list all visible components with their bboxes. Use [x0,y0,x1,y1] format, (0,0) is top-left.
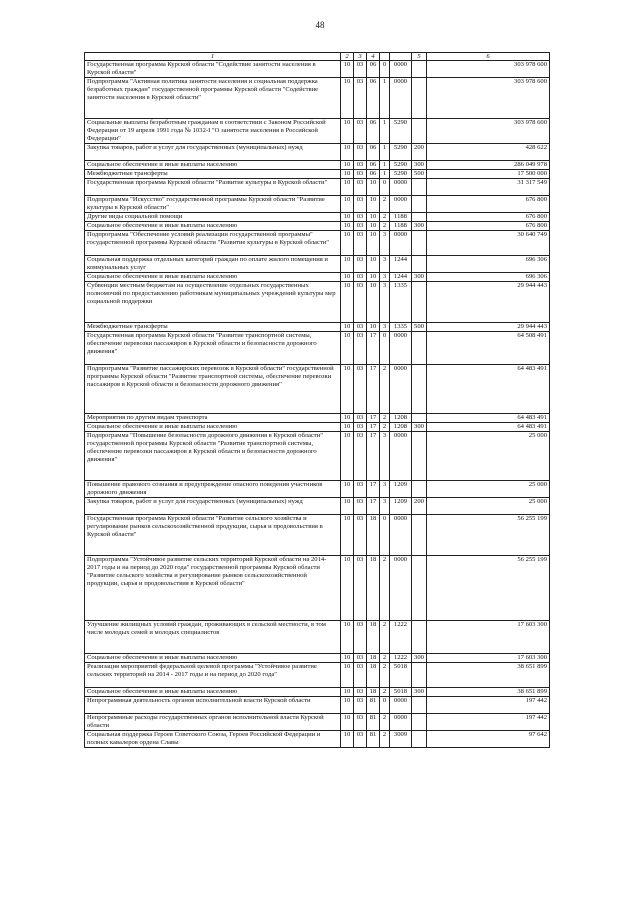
row-name: Подпрограмма "Искусство" государственной программы Курской области "Развитие культуры в Курской области" [85,196,341,213]
amount: 197 442 [427,714,550,731]
section-code: 10 [341,654,354,663]
expense-type-code: 300 [412,161,427,170]
direction-code: 1222 [390,654,412,663]
expense-type-code: 300 [412,423,427,432]
program-code: 10 [367,282,380,323]
row-name: Социальная поддержка отдельных категорий граждан по оплате жилого помещения и коммунальных услуг [85,256,341,273]
expense-type-code [412,414,427,423]
direction-code: 1244 [390,256,412,273]
row-name: Субвенции местным бюджетам на осуществление отдельных государственных полномочий по предоставлению работникам муниципальных учреждений культуры мер социальной поддержки [85,282,341,323]
table-row [85,714,550,731]
subprogram-code: 2 [380,414,390,423]
subprogram-code: 0 [380,697,390,714]
expense-type-code [412,556,427,621]
row-name: Подпрограмма "Повышение безопасности дорожного движения в Курской области" государственной программы Курской области "Развитие транспортной системы, обеспечение перевозки пассажиров в Курской области и безопасности дорожного движения" [85,432,341,481]
amount: 17 603 300 [427,621,550,654]
section-code: 10 [341,119,354,144]
direction-code: 0000 [390,556,412,621]
subprogram-code: 2 [380,663,390,688]
amount: 56 255 199 [427,515,550,556]
expense-type-code [412,515,427,556]
subsection-code: 03 [354,556,367,621]
table-row [85,222,550,231]
row-name: Социальное обеспечение и иные выплаты населению [85,423,341,432]
row-name: Межбюджетные трансферты [85,170,341,179]
subsection-code: 03 [354,498,367,515]
row-name: Улучшение жилищных условий граждан, проживающих в сельской местности, в том числе молодых семей и молодых специалистов [85,621,341,654]
table-row [85,515,550,556]
table-row [85,365,550,414]
column-header-1: 1 [85,53,341,61]
section-code: 10 [341,714,354,731]
table-header-row [85,53,550,61]
amount: 64 483 491 [427,414,550,423]
section-code: 10 [341,61,354,78]
direction-code: 0000 [390,179,412,196]
amount: 303 978 600 [427,78,550,119]
amount: 29 944 443 [427,323,550,332]
amount: 25 000 [427,481,550,498]
column-header-4: 4 [367,53,380,61]
section-code: 10 [341,697,354,714]
section-code: 10 [341,222,354,231]
row-name: Государственная программа Курской области "Развитие транспортной системы, обеспечение перевозки пассажиров в Курской области и безопасности дорожного движения" [85,332,341,365]
subprogram-code: 1 [380,119,390,144]
subsection-code: 03 [354,481,367,498]
row-name: Межбюджетные трансферты [85,323,341,332]
expense-type-code [412,119,427,144]
direction-code: 0000 [390,78,412,119]
direction-code: 0000 [390,365,412,414]
expense-type-code [412,78,427,119]
subsection-code: 03 [354,697,367,714]
table-row [85,196,550,213]
program-code: 06 [367,170,380,179]
direction-code: 1222 [390,621,412,654]
expense-type-code: 500 [412,323,427,332]
program-code: 18 [367,688,380,697]
section-code: 10 [341,323,354,332]
row-name: Государственная программа Курской области "Содействие занятости населения в Курской области" [85,61,341,78]
table-row [85,432,550,481]
table-body [85,61,550,748]
row-name: Непрограммные расходы государственных органов исполнительной власти Курской области [85,714,341,731]
subprogram-code: 2 [380,423,390,432]
subprogram-code: 2 [380,688,390,697]
program-code: 17 [367,432,380,481]
amount: 286 049 978 [427,161,550,170]
row-name: Реализация мероприятий федеральной целевой программы "Устойчивое развитие сельских территорий на 2014 - 2017 годы и на период до 2020 года" [85,663,341,688]
program-code: 81 [367,731,380,748]
section-code: 10 [341,498,354,515]
subsection-code: 03 [354,621,367,654]
table-row [85,414,550,423]
page-number: 48 [315,20,325,30]
program-code: 10 [367,213,380,222]
subsection-code: 03 [354,714,367,731]
direction-code: 0000 [390,196,412,213]
row-name: Закупка товаров, работ и услуг для государственных (муниципальных) нужд [85,498,341,515]
subprogram-code: 3 [380,273,390,282]
subsection-code: 03 [354,731,367,748]
direction-code: 5018 [390,688,412,697]
expense-type-code [412,196,427,213]
table-row [85,332,550,365]
direction-code: 0000 [390,61,412,78]
amount: 38 651 899 [427,688,550,697]
direction-code: 1209 [390,481,412,498]
amount: 676 800 [427,196,550,213]
row-name: Подпрограмма "Обеспечение условий реализации государственной программы" государственной программы Курской области "Развитие культуры в Курской области" [85,231,341,256]
subsection-code: 03 [354,273,367,282]
section-code: 10 [341,414,354,423]
subsection-code: 03 [354,119,367,144]
amount: 31 317 549 [427,179,550,196]
subsection-code: 03 [354,231,367,256]
program-code: 06 [367,61,380,78]
table-row [85,231,550,256]
direction-code: 5290 [390,170,412,179]
direction-code: 5290 [390,144,412,161]
table-row [85,498,550,515]
table-row [85,170,550,179]
expense-type-code: 200 [412,144,427,161]
subprogram-code: 1 [380,78,390,119]
amount: 38 651 899 [427,663,550,688]
subprogram-code: 3 [380,323,390,332]
row-name: Подпрограмма "Активная политика занятости населения и социальная поддержка безработных граждан" государственной программы Курской области "Содействие занятости населения в Курской области" [85,78,341,119]
direction-code: 1188 [390,222,412,231]
direction-code: 1335 [390,323,412,332]
subprogram-code: 2 [380,731,390,748]
subsection-code: 03 [354,170,367,179]
subsection-code: 03 [354,654,367,663]
section-code: 10 [341,423,354,432]
row-name: Социальная поддержка Героев Советского Союза, Героев Российской Федерации и полных кавалеров ордена Славы [85,731,341,748]
subprogram-code: 2 [380,714,390,731]
subsection-code: 03 [354,688,367,697]
direction-code: 3009 [390,731,412,748]
section-code: 10 [341,332,354,365]
amount: 64 483 491 [427,423,550,432]
program-code: 17 [367,332,380,365]
row-name: Мероприятия по другим видам транспорта [85,414,341,423]
direction-code: 5290 [390,119,412,144]
table-row [85,119,550,144]
table-row [85,688,550,697]
direction-code: 0000 [390,432,412,481]
row-name: Социальное обеспечение и иные выплаты населению [85,654,341,663]
program-code: 17 [367,423,380,432]
column-header-6 [390,53,412,61]
direction-code: 5290 [390,161,412,170]
section-code: 10 [341,179,354,196]
section-code: 10 [341,515,354,556]
table-row [85,654,550,663]
expense-type-code [412,365,427,414]
direction-code: 0000 [390,515,412,556]
table-row [85,282,550,323]
table-row [85,621,550,654]
program-code: 18 [367,621,380,654]
section-code: 10 [341,663,354,688]
amount: 428 622 [427,144,550,161]
direction-code: 1209 [390,498,412,515]
subsection-code: 03 [354,213,367,222]
expense-type-code: 500 [412,170,427,179]
row-name: Социальное обеспечение и иные выплаты населению [85,273,341,282]
subprogram-code: 1 [380,161,390,170]
subsection-code: 03 [354,144,367,161]
row-name: Социальные выплаты безработным гражданам в соответствии с Законом Российской Федерации от 19 апреля 1991 года № 1032-I "О занятости населения в Российской Федерации" [85,119,341,144]
row-name: Государственная программа Курской области "Развитие сельского хозяйства и регулирование рынков сельскохозяйственной продукции, сырья и продовольствия в Курской области" [85,515,341,556]
amount: 303 978 600 [427,119,550,144]
subsection-code: 03 [354,61,367,78]
subprogram-code: 2 [380,365,390,414]
subprogram-code: 2 [380,556,390,621]
subprogram-code: 2 [380,213,390,222]
subprogram-code: 0 [380,61,390,78]
expense-type-code [412,61,427,78]
program-code: 10 [367,273,380,282]
table-row [85,323,550,332]
table-row [85,144,550,161]
subsection-code: 03 [354,332,367,365]
table-row [85,256,550,273]
row-name: Повышение правового сознания и предупреждение опасного поведения участников дорожного движения [85,481,341,498]
section-code: 10 [341,196,354,213]
section-code: 10 [341,170,354,179]
table-row [85,556,550,621]
section-code: 10 [341,78,354,119]
expense-type-code: 200 [412,498,427,515]
expense-type-code [412,213,427,222]
program-code: 10 [367,256,380,273]
subprogram-code: 3 [380,498,390,515]
expense-type-code [412,697,427,714]
subsection-code: 03 [354,432,367,481]
expense-type-code [412,256,427,273]
direction-code: 1208 [390,414,412,423]
direction-code: 1208 [390,423,412,432]
subsection-code: 03 [354,161,367,170]
amount: 64 483 491 [427,365,550,414]
column-header-7: 5 [412,53,427,61]
expense-type-code [412,481,427,498]
section-code: 10 [341,556,354,621]
section-code: 10 [341,256,354,273]
expense-type-code [412,714,427,731]
subsection-code: 03 [354,222,367,231]
program-code: 06 [367,78,380,119]
subprogram-code: 0 [380,332,390,365]
amount: 676 800 [427,213,550,222]
subprogram-code: 2 [380,222,390,231]
row-name: Социальное обеспечение и иные выплаты населению [85,688,341,697]
subprogram-code: 3 [380,231,390,256]
amount: 56 255 199 [427,556,550,621]
amount: 17 500 000 [427,170,550,179]
subprogram-code: 2 [380,654,390,663]
subprogram-code: 3 [380,256,390,273]
table-row [85,731,550,748]
table-row [85,78,550,119]
table-row [85,273,550,282]
row-name: Государственная программа Курской области "Развитие культуры в Курской области" [85,179,341,196]
subsection-code: 03 [354,256,367,273]
program-code: 18 [367,556,380,621]
subprogram-code: 0 [380,515,390,556]
subprogram-code: 0 [380,179,390,196]
amount: 696 306 [427,256,550,273]
budget-table [84,52,550,748]
program-code: 18 [367,654,380,663]
expense-type-code [412,282,427,323]
column-header-5 [380,53,390,61]
row-name: Социальное обеспечение и иные выплаты населению [85,161,341,170]
program-code: 81 [367,697,380,714]
program-code: 10 [367,179,380,196]
program-code: 10 [367,222,380,231]
direction-code: 0000 [390,697,412,714]
subprogram-code: 3 [380,432,390,481]
subsection-code: 03 [354,78,367,119]
table-row [85,213,550,222]
program-code: 10 [367,196,380,213]
row-name: Подпрограмма "Устойчивое развитие сельских территорий Курской области на 2014-2017 годы и на период до 2020 года" государственной программы Курской области "Развитие сельского хозяйства и регулирование рынков сельскохозяйственной продукции, сырья и продовольствия в Курской области" [85,556,341,621]
expense-type-code [412,231,427,256]
subprogram-code: 2 [380,196,390,213]
program-code: 18 [367,515,380,556]
expense-type-code [412,731,427,748]
amount: 29 944 443 [427,282,550,323]
direction-code: 1188 [390,213,412,222]
section-code: 10 [341,161,354,170]
table-row [85,161,550,170]
program-code: 10 [367,323,380,332]
row-name: Другие виды социальной помощи [85,213,341,222]
subsection-code: 03 [354,323,367,332]
amount: 676 800 [427,222,550,231]
expense-type-code [412,332,427,365]
table-row [85,663,550,688]
subprogram-code: 3 [380,282,390,323]
direction-code: 5018 [390,663,412,688]
subsection-code: 03 [354,414,367,423]
subprogram-code: 1 [380,170,390,179]
program-code: 17 [367,365,380,414]
amount: 97 642 [427,731,550,748]
direction-code: 0000 [390,332,412,365]
expense-type-code [412,432,427,481]
amount: 696 306 [427,273,550,282]
amount: 25 000 [427,498,550,515]
program-code: 06 [367,161,380,170]
amount: 64 508 491 [427,332,550,365]
section-code: 10 [341,481,354,498]
amount: 30 640 749 [427,231,550,256]
column-header-8: 6 [427,53,550,61]
amount: 25 000 [427,432,550,481]
expense-type-code [412,663,427,688]
amount: 303 978 600 [427,61,550,78]
expense-type-code [412,621,427,654]
section-code: 10 [341,621,354,654]
section-code: 10 [341,432,354,481]
expense-type-code: 300 [412,654,427,663]
row-name: Подпрограмма "Развитие пассажирских перевозок в Курской области" государственной программы Курской области "Развитие транспортной системы, обеспечение перевозки пассажиров в Курской области и безопасности дорожного движения" [85,365,341,414]
column-header-2: 2 [341,53,354,61]
table-row [85,697,550,714]
expense-type-code: 300 [412,688,427,697]
subsection-code: 03 [354,196,367,213]
section-code: 10 [341,231,354,256]
expense-type-code: 300 [412,273,427,282]
program-code: 18 [367,663,380,688]
amount: 17 603 300 [427,654,550,663]
program-code: 10 [367,231,380,256]
expense-type-code: 300 [412,222,427,231]
direction-code: 1244 [390,273,412,282]
section-code: 10 [341,213,354,222]
table-row [85,179,550,196]
subprogram-code: 2 [380,621,390,654]
subprogram-code: 3 [380,481,390,498]
amount: 197 442 [427,697,550,714]
direction-code: 0000 [390,714,412,731]
subsection-code: 03 [354,179,367,196]
subsection-code: 03 [354,423,367,432]
table-row [85,481,550,498]
direction-code: 0000 [390,231,412,256]
table-row [85,61,550,78]
program-code: 17 [367,498,380,515]
expense-type-code [412,179,427,196]
section-code: 10 [341,688,354,697]
subsection-code: 03 [354,515,367,556]
section-code: 10 [341,144,354,161]
direction-code: 1335 [390,282,412,323]
row-name: Непрограммная деятельность органов исполнительной власти Курской области [85,697,341,714]
row-name: Социальное обеспечение и иные выплаты населению [85,222,341,231]
program-code: 17 [367,414,380,423]
column-header-3: 3 [354,53,367,61]
table-row [85,423,550,432]
section-code: 10 [341,273,354,282]
section-code: 10 [341,365,354,414]
program-code: 06 [367,144,380,161]
subsection-code: 03 [354,365,367,414]
program-code: 81 [367,714,380,731]
subprogram-code: 1 [380,144,390,161]
section-code: 10 [341,731,354,748]
subsection-code: 03 [354,282,367,323]
program-code: 06 [367,119,380,144]
section-code: 10 [341,282,354,323]
row-name: Закупка товаров, работ и услуг для государственных (муниципальных) нужд [85,144,341,161]
subsection-code: 03 [354,663,367,688]
program-code: 17 [367,481,380,498]
